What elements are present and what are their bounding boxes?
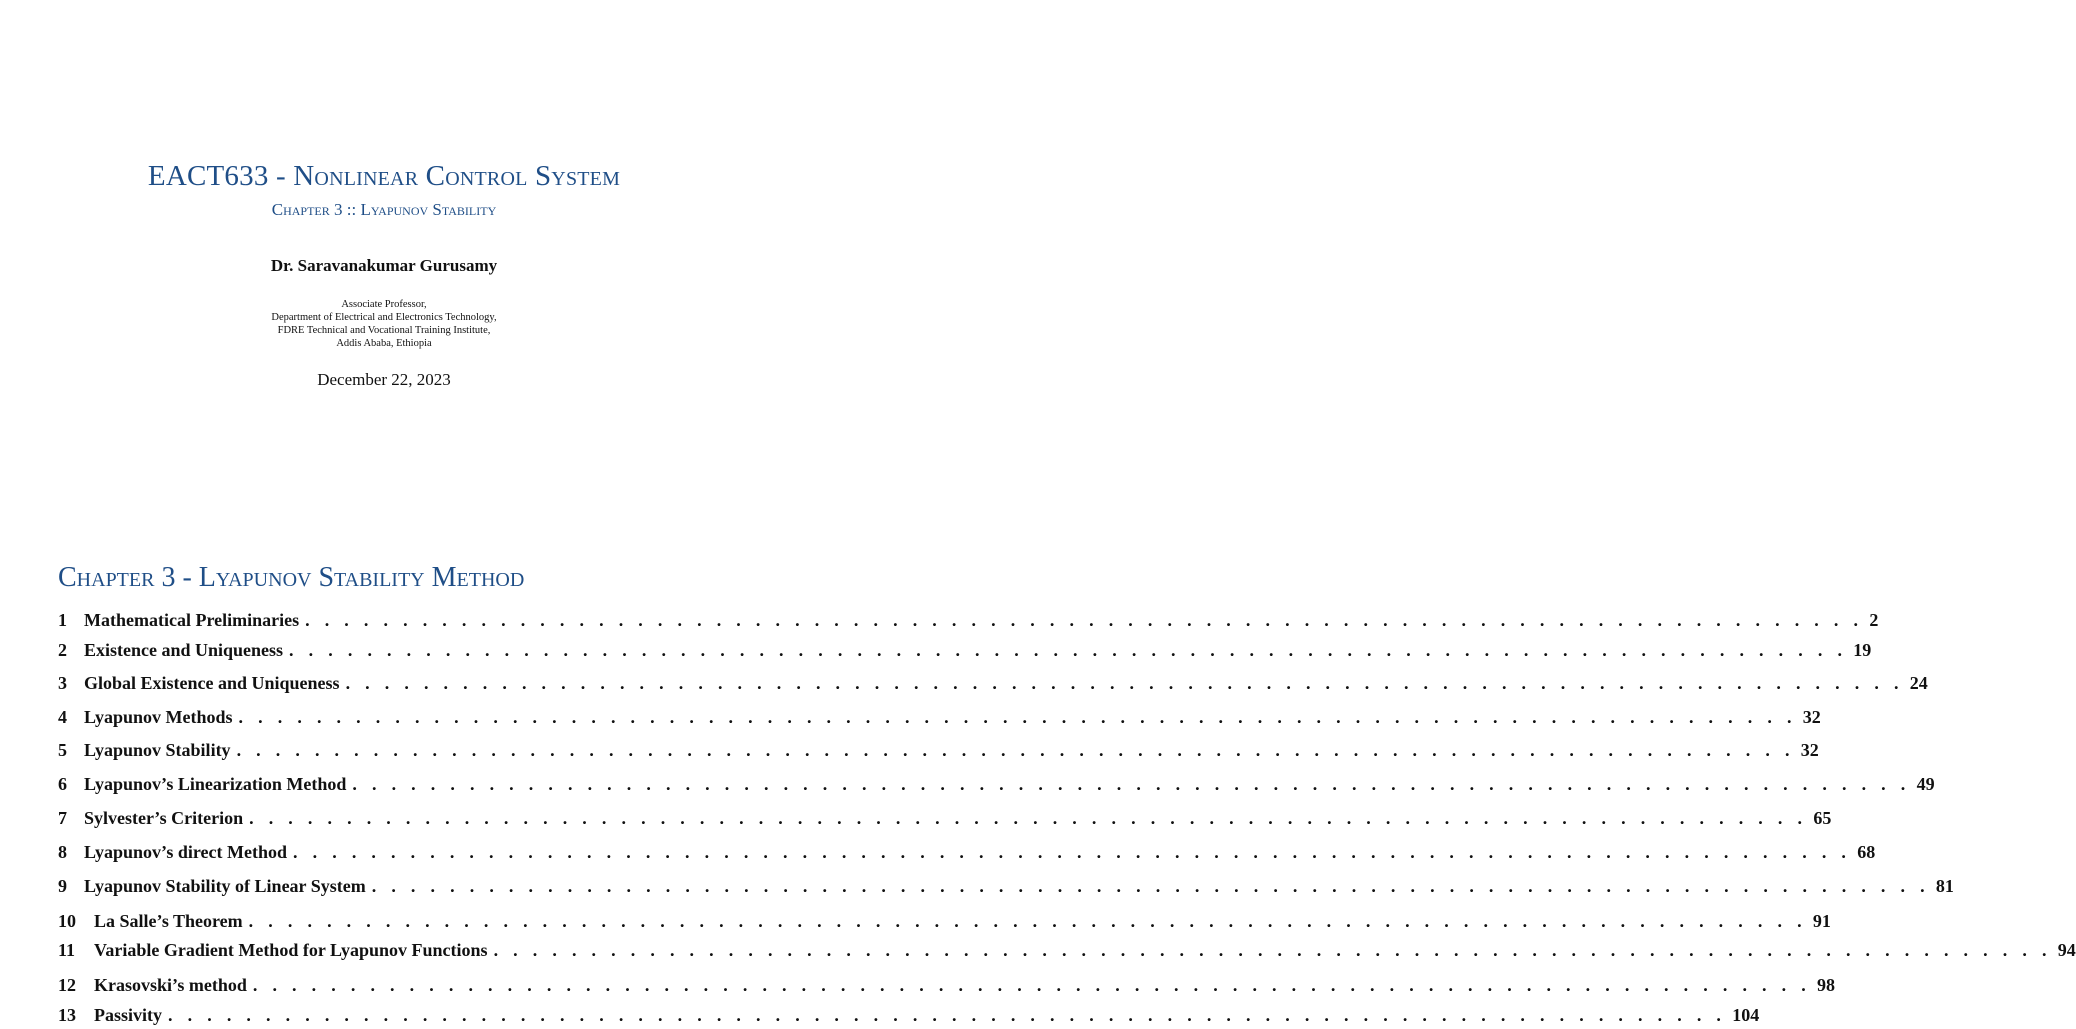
toc-entry-title: Existence and Uniqueness [84, 640, 284, 660]
toc-entry-title: Lyapunov Methods [84, 707, 233, 727]
toc-entry-number: 7 [58, 808, 67, 828]
toc-entry-page: 104 [1732, 1005, 1760, 1025]
toc-entry[interactable] [58, 940, 2076, 964]
toc-entry-title: Lyapunov’s Linearization Method [84, 774, 347, 794]
toc-entry[interactable] [58, 640, 1872, 664]
toc-entry-title: Global Existence and Uniqueness [84, 673, 340, 693]
affiliation-line: Department of Electrical and Electronics Technology, [271, 312, 497, 323]
toc-entry-title: La Salle’s Theorem [94, 911, 243, 931]
toc-entry-number: 5 [58, 740, 67, 760]
toc-dot-leader: . . . . . . . . . . . . . . . . . . . . . . . . . . . . . . . . . . . . . . . . . . . . . . . . . . . . . . . . . . . . . . . . . . . . . . . . . . . . . . . . [248, 911, 1807, 931]
toc-entry-title: Lyapunov Stability of Linear System [84, 876, 366, 896]
toc-entry-title: Lyapunov’s direct Method [84, 842, 288, 862]
toc-entry-title: Krasovski’s method [94, 975, 247, 995]
toc-entry-title: Variable Gradient Method for Lyapunov Functions [94, 940, 488, 960]
toc-entry-page: 94 [2057, 940, 2076, 960]
toc-entry[interactable] [58, 1005, 1760, 1029]
toc-entry[interactable] [58, 911, 1831, 935]
toc-dot-leader: . . . . . . . . . . . . . . . . . . . . . . . . . . . . . . . . . . . . . . . . . . . . . . . . . . . . . . . . . . . . . . . . . . . . . . . . . . . . . . . . [493, 940, 2052, 960]
toc-entry-number: 9 [58, 876, 67, 896]
toc-dot-leader: . . . . . . . . . . . . . . . . . . . . . . . . . . . . . . . . . . . . . . . . . . . . . . . . . . . . . . . . . . . . . . . . . . . . . . . . . . . . . . . . [168, 1005, 1727, 1025]
affiliation-line: FDRE Technical and Vocational Training Institute, [277, 325, 491, 336]
toc-entry-number: 4 [58, 707, 67, 727]
toc-entry-page: 81 [1935, 876, 1954, 896]
toc-entry[interactable] [58, 774, 1935, 798]
toc-heading: Chapter 3 - Lyapunov Stability Method [58, 562, 525, 593]
author-name: Dr. Saravanakumar Gurusamy [270, 256, 498, 275]
toc-entry-number: 11 [58, 940, 76, 960]
toc-entry-page: 68 [1857, 842, 1876, 862]
toc-entry-page: 32 [1802, 707, 1821, 727]
toc-entry-number: 3 [58, 673, 67, 693]
toc-dot-leader: . . . . . . . . . . . . . . . . . . . . . . . . . . . . . . . . . . . . . . . . . . . . . . . . . . . . . . . . . . . . . . . . . . . . . . . . . . . . . . . . [352, 774, 1911, 794]
toc-dot-leader: . . . . . . . . . . . . . . . . . . . . . . . . . . . . . . . . . . . . . . . . . . . . . . . . . . . . . . . . . . . . . . . . . . . . . . . . . . . . . . . . [345, 673, 1904, 693]
toc-entry-page: 2 [1869, 610, 1879, 630]
toc-entry-title: Passivity [94, 1005, 163, 1025]
toc-dot-leader: . . . . . . . . . . . . . . . . . . . . . . . . . . . . . . . . . . . . . . . . . . . . . . . . . . . . . . . . . . . . . . . . . . . . . . . . . . . . . . . . [238, 707, 1797, 727]
toc-entry-page: 32 [1800, 740, 1819, 760]
toc-entry[interactable] [58, 842, 1876, 866]
toc-dot-leader: . . . . . . . . . . . . . . . . . . . . . . . . . . . . . . . . . . . . . . . . . . . . . . . . . . . . . . . . . . . . . . . . . . . . . . . . . . . . . . . . [293, 842, 1852, 862]
toc-entry-title: Sylvester’s Criterion [84, 808, 244, 828]
toc-entry-page: 24 [1909, 673, 1928, 693]
toc-entry[interactable] [58, 740, 1819, 764]
toc-dot-leader: . . . . . . . . . . . . . . . . . . . . . . . . . . . . . . . . . . . . . . . . . . . . . . . . . . . . . . . . . . . . . . . . . . . . . . . . . . . . . . . . [249, 808, 1808, 828]
toc-entry[interactable] [58, 975, 1836, 999]
affiliation-line: Associate Professor, [341, 299, 427, 310]
toc-dot-leader: . . . . . . . . . . . . . . . . . . . . . . . . . . . . . . . . . . . . . . . . . . . . . . . . . . . . . . . . . . . . . . . . . . . . . . . . . . . . . . . . [371, 876, 1930, 896]
course-title: EACT633 - Nonlinear Control System [147, 160, 621, 192]
toc-entry[interactable] [58, 808, 1832, 832]
toc-dot-leader: . . . . . . . . . . . . . . . . . . . . . . . . . . . . . . . . . . . . . . . . . . . . . . . . . . . . . . . . . . . . . . . . . . . . . . . . . . . . . . . . [289, 640, 1848, 660]
toc-dot-leader: . . . . . . . . . . . . . . . . . . . . . . . . . . . . . . . . . . . . . . . . . . . . . . . . . . . . . . . . . . . . . . . . . . . . . . . . . . . . . . . . [252, 975, 1812, 995]
toc-dot-leader: . . . . . . . . . . . . . . . . . . . . . . . . . . . . . . . . . . . . . . . . . . . . . . . . . . . . . . . . . . . . . . . . . . . . . . . . . . . . . . . . [305, 610, 1864, 630]
toc-entry[interactable] [58, 673, 1928, 697]
toc-entry-page: 65 [1813, 808, 1832, 828]
affiliation-block [0, 298, 768, 350]
toc-entry-page: 49 [1916, 774, 1935, 794]
affiliation-line: Addis Ababa, Ethiopia [336, 338, 432, 349]
toc-entry-number: 6 [58, 774, 67, 794]
toc-entry-page: 19 [1853, 640, 1872, 660]
toc-entry-page: 91 [1812, 911, 1831, 931]
toc-entry[interactable] [58, 707, 1821, 731]
toc-entry-page: 98 [1817, 975, 1836, 995]
document-date: December 22, 2023 [317, 370, 451, 389]
toc-entry-number: 8 [58, 842, 67, 862]
toc-entry-number: 1 [58, 610, 67, 630]
chapter-subtitle: Chapter 3 :: Lyapunov Stability [271, 200, 497, 219]
toc-entry-number: 12 [58, 975, 76, 995]
toc-entry-number: 13 [58, 1005, 76, 1025]
toc-entry-number: 2 [58, 640, 67, 660]
toc-entry[interactable] [58, 876, 1954, 900]
toc-entry-title: Lyapunov Stability [84, 740, 231, 760]
toc-entry[interactable] [58, 610, 1879, 634]
toc-entry-title: Mathematical Preliminaries [84, 610, 300, 630]
toc-dot-leader: . . . . . . . . . . . . . . . . . . . . . . . . . . . . . . . . . . . . . . . . . . . . . . . . . . . . . . . . . . . . . . . . . . . . . . . . . . . . . . . . [236, 740, 1795, 760]
toc-entry-number: 10 [58, 911, 76, 931]
